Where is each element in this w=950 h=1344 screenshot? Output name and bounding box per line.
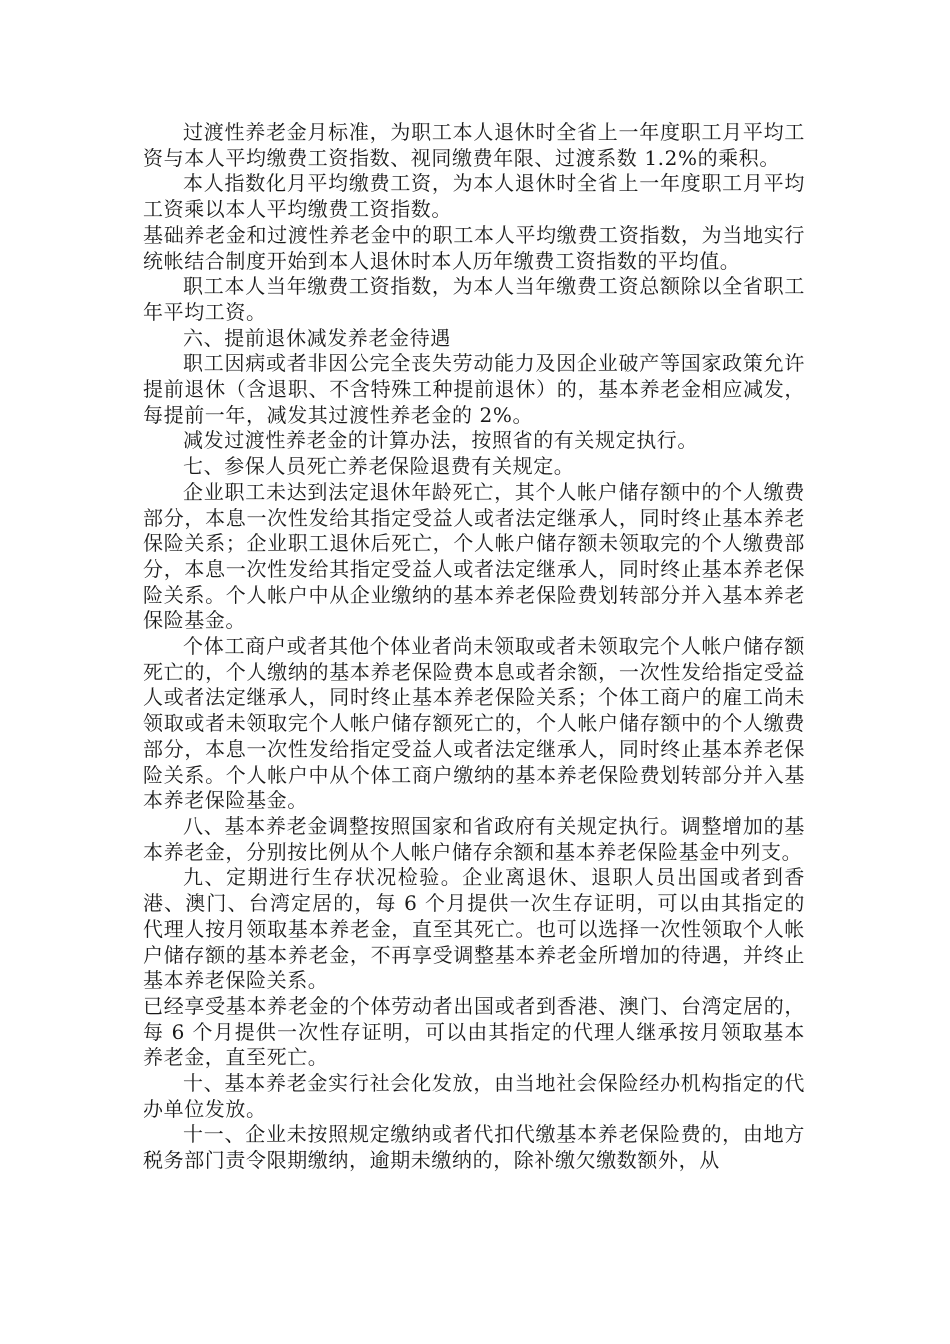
- paragraph: 过渡性养老金月标准，为职工本人退休时全省上一年度职工月平均工资与本人平均缴费工资指数、视同缴费年限、过渡系数 1.2%的乘积。: [143, 120, 805, 170]
- paragraph: 基础养老金和过渡性养老金中的职工本人平均缴费工资指数，为当地实行统帐结合制度开始到本人退休时本人历年缴费工资指数的平均值。: [143, 222, 805, 273]
- section-paragraph: 十、基本养老金实行社会化发放，由当地社会保险经办机构指定的代办单位发放。: [143, 1071, 805, 1121]
- paragraph: 企业职工未达到法定退休年龄死亡，其个人帐户储存额中的个人缴费部分，本息一次性发给其指定受益人或者法定继承人，同时终止基本养老保险关系；企业职工退休后死亡，个人帐户储存额未领取完的个人缴费部分，本息一次性发给其指定受益人或者法定继承人，同时终止基本养老保险关系。个人帐户中从企业缴纳的基本养老保险费划转部分并入基本养老保险基金。: [143, 479, 805, 633]
- section-heading: 六、提前退休减发养老金待遇: [183, 325, 451, 350]
- paragraph: 职工因病或者非因公完全丧失劳动能力及因企业破产等国家政策允许提前退休（含退职、不含特殊工种提前退休）的，基本养老金相应减发，每提前一年，减发其过渡性养老金的 2%。: [143, 351, 805, 427]
- paragraph: 职工本人当年缴费工资指数，为本人当年缴费工资总额除以全省职工年平均工资。: [143, 274, 805, 324]
- section-paragraph: 八、基本养老金调整按照国家和省政府有关规定执行。调整增加的基本养老金，分别按比例从个人帐户储存余额和基本养老保险基金中列支。: [143, 813, 805, 864]
- document-body: [143, 120, 805, 1174]
- section-paragraph: 十一、企业未按照规定缴纳或者代扣代缴基本养老保险费的，由地方税务部门责令限期缴纳，逾期未缴纳的，除补缴欠缴数额外，从: [143, 1122, 805, 1173]
- section-heading: 七、参保人员死亡养老保险退费有关规定。: [183, 454, 575, 479]
- paragraph: 减发过渡性养老金的计算办法，按照省的有关规定执行。: [183, 428, 698, 453]
- paragraph: 个体工商户或者其他个体业者尚未领取或者未领取完个人帐户储存额死亡的，个人缴纳的基本养老保险费本息或者余额，一次性发给指定受益人或者法定继承人，同时终止基本养老保险关系；个体工商户的雇工尚未领取或者未领取完个人帐户储存额死亡的，个人帐户储存额中的个人缴费部分，本息一次性发给指定受益人或者法定继承人，同时终止基本养老保险关系。个人帐户中从个体工商户缴纳的基本养老保险费划转部分并入基本养老保险基金。: [143, 634, 805, 813]
- section-paragraph: 九、定期进行生存状况检验。企业离退休、退职人员出国或者到香港、澳门、台湾定居的，每 6 个月提供一次生存证明，可以由其指定的代理人按月领取基本养老金，直至其死亡。也可以选择一次性领取个人帐户储存额的基本养老金，不再享受调整基本养老金所增加的待遇，并终止基本养老保险关系。: [143, 865, 805, 993]
- paragraph: 本人指数化月平均缴费工资，为本人退休时全省上一年度职工月平均工资乘以本人平均缴费工资指数。: [143, 171, 805, 222]
- paragraph: 已经享受基本养老金的个体劳动者出国或者到香港、澳门、台湾定居的，每 6 个月提供一次性存证明，可以由其指定的代理人继承按月领取基本养老金，直至死亡。: [143, 993, 805, 1070]
